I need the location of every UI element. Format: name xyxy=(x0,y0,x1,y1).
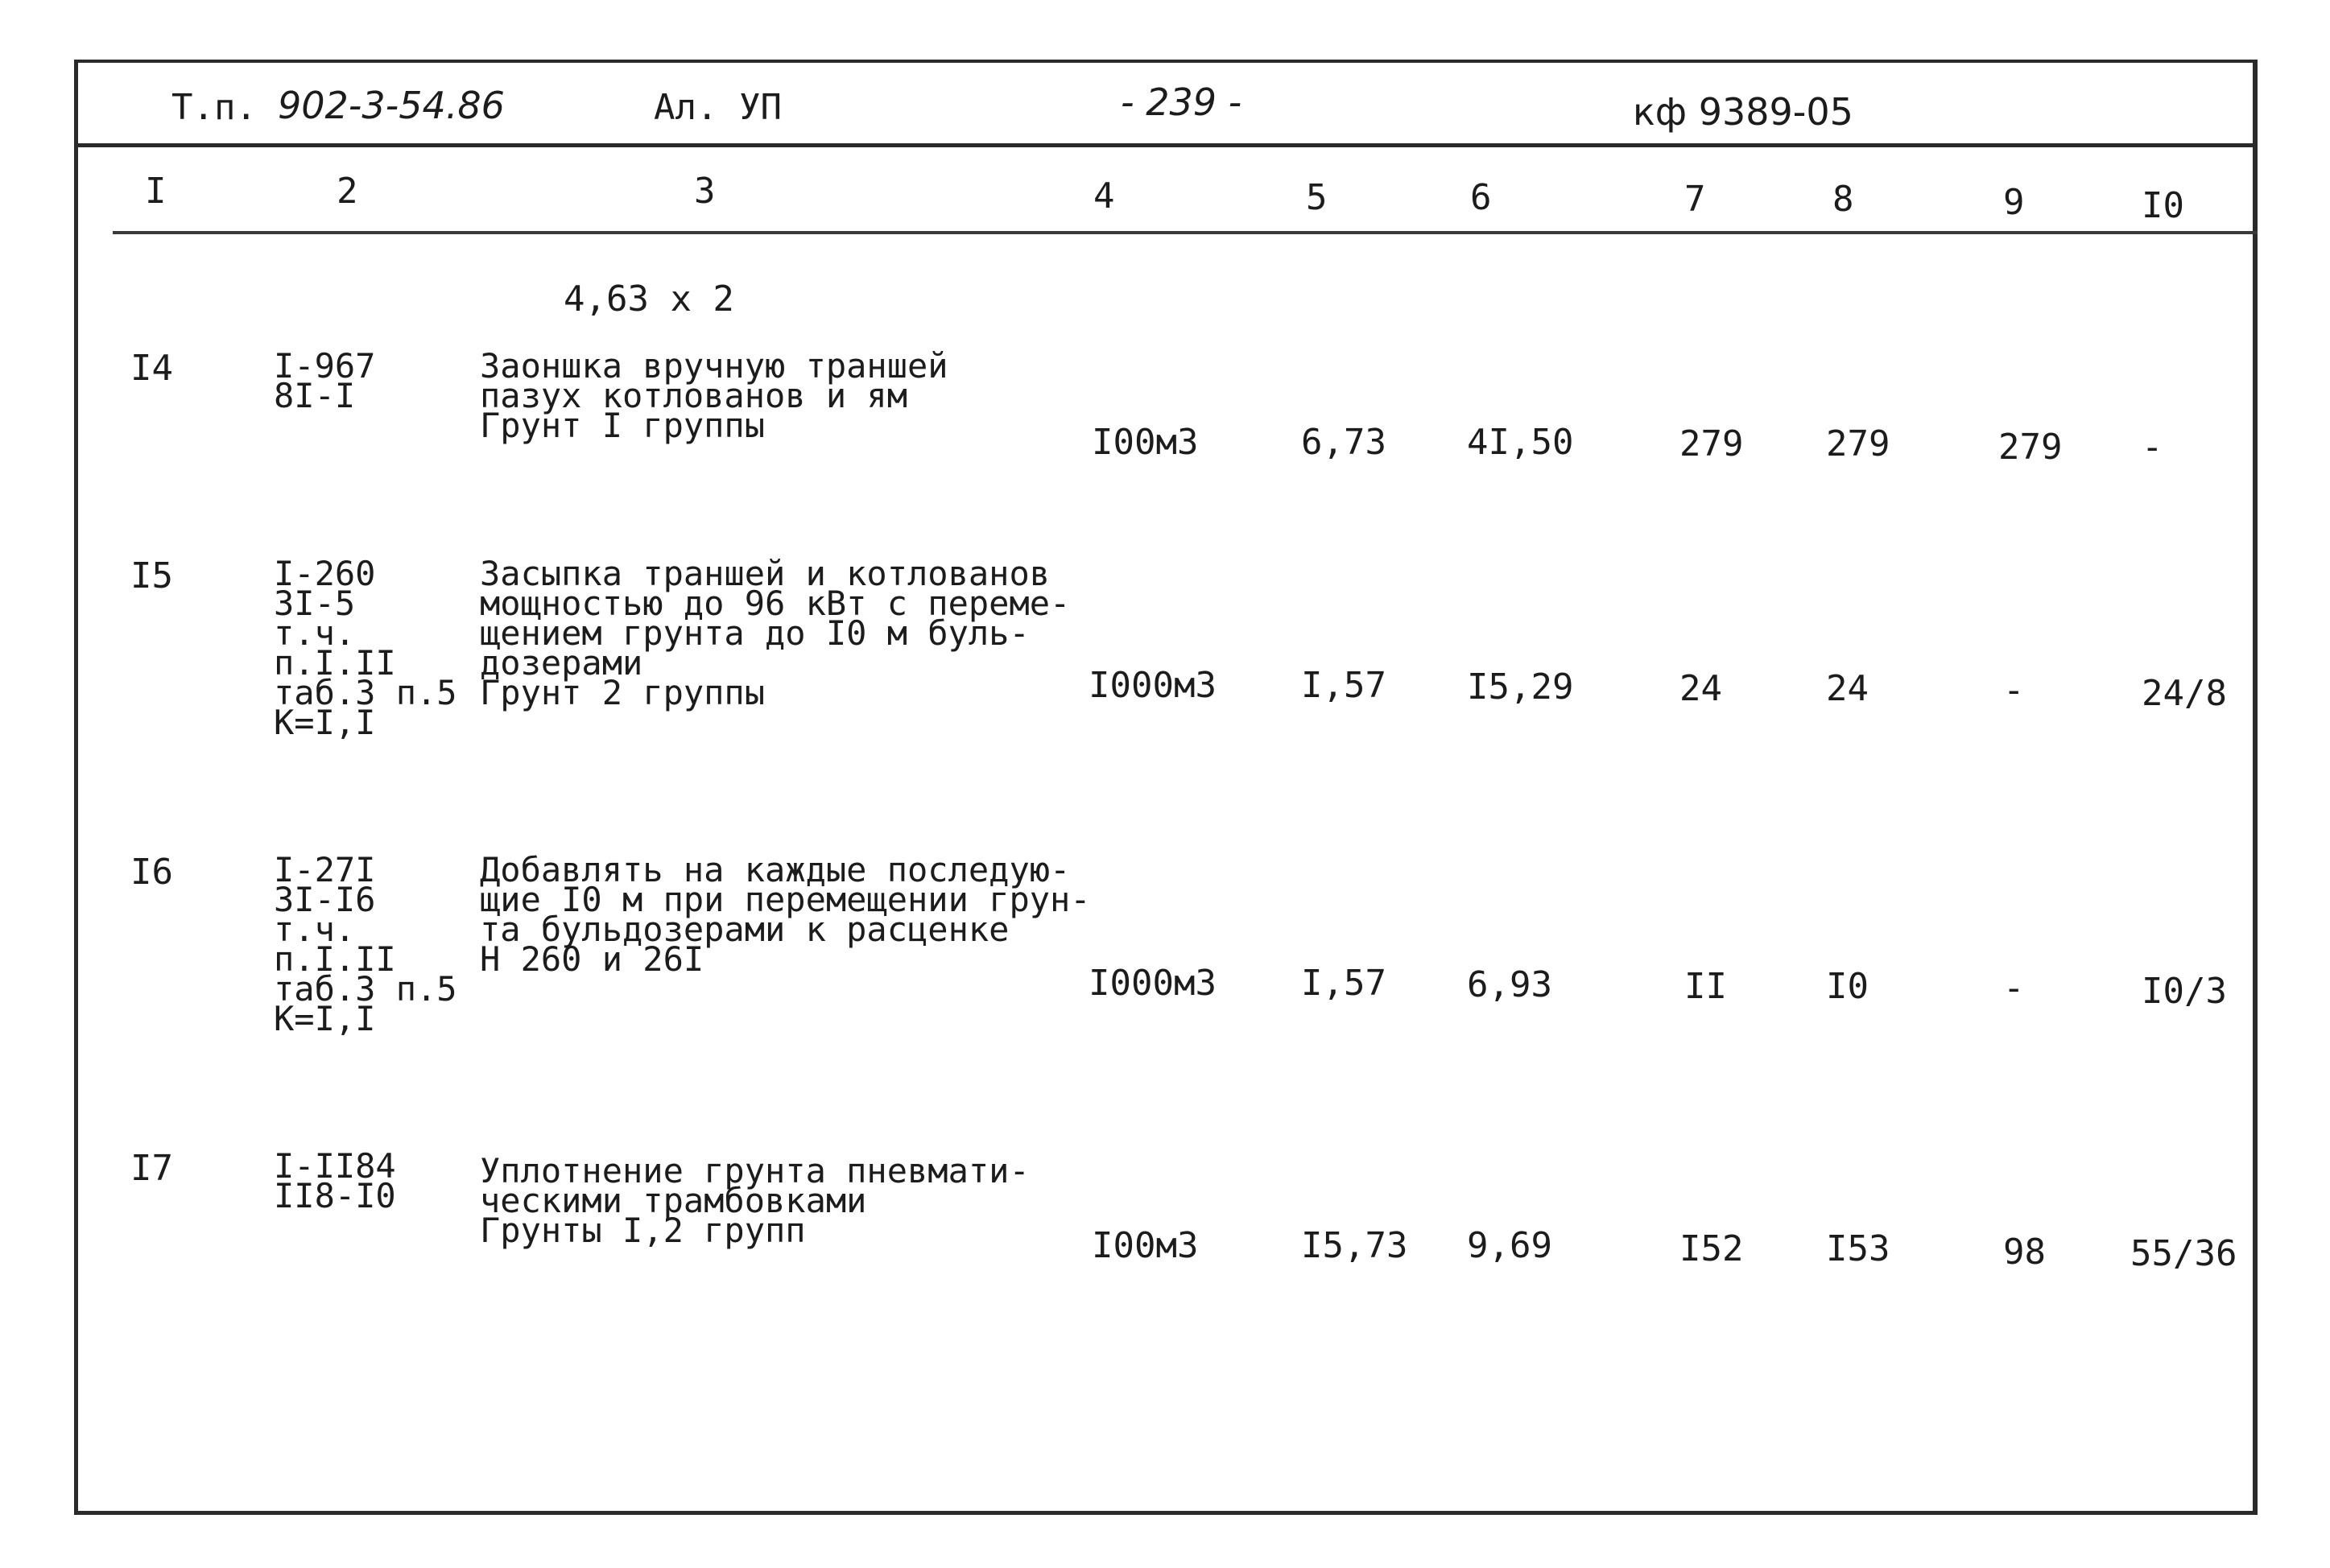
formula-line: 4,63 х 2 xyxy=(564,279,734,320)
row-description: Заоншка вручную траншей пазух котлованов и ям Грунт I группы xyxy=(480,346,948,445)
row-unit: I00м3 xyxy=(1092,422,1199,463)
row-machinist-wage: I0/3 xyxy=(2142,971,2227,1012)
row-total: 279 xyxy=(1679,423,1744,464)
column-header-10: I0 xyxy=(2142,185,2184,226)
column-header-2: 2 xyxy=(337,171,358,212)
column-header-6: 6 xyxy=(1470,177,1492,218)
row-total: 24 xyxy=(1679,668,1722,709)
row-unit-price: 9,69 xyxy=(1467,1225,1552,1266)
row-wage: 279 xyxy=(1826,423,1890,464)
row-unit-price: I5,29 xyxy=(1467,666,1574,708)
stamp-number: кф 9389-05 xyxy=(1633,90,1853,134)
row-number: I7 xyxy=(130,1148,173,1189)
row-code: I-967 8I-I xyxy=(274,346,376,415)
row-machines: 279 xyxy=(1998,427,2063,468)
column-header-5: 5 xyxy=(1306,177,1328,218)
row-description: Добавлять на каждые последую- щие I0 м при перемещении грун- та бульдозерами к расценке Н 260 и 26I xyxy=(480,850,1091,979)
column-header-4: 4 xyxy=(1093,175,1115,217)
column-header-7: 7 xyxy=(1684,179,1706,220)
series-prefix: Т.п. xyxy=(171,87,257,128)
row-description: Уплотнение грунта пневмати- ческими трамбовками Грунты I,2 групп xyxy=(480,1151,1030,1250)
row-machinist-wage: 55/36 xyxy=(2130,1233,2237,1274)
row-unit: I000м3 xyxy=(1089,963,1217,1004)
row-total: II xyxy=(1684,966,1727,1007)
row-quantity: I,57 xyxy=(1301,963,1386,1004)
row-machines: - xyxy=(2003,670,2025,711)
row-machines: 98 xyxy=(2003,1232,2046,1273)
column-header-3: 3 xyxy=(694,171,716,212)
page-frame xyxy=(74,60,2258,1515)
row-number: I5 xyxy=(130,555,173,596)
row-number: I4 xyxy=(130,348,173,389)
row-description: Засыпка траншей и котлованов мощностью до 96 кВт с переме- щением грунта до I0 м буль- дозерами Грунт 2 группы xyxy=(480,554,1071,712)
row-machinist-wage: 24/8 xyxy=(2142,673,2227,714)
row-machines: - xyxy=(2003,968,2025,1009)
row-code: I-260 3I-5 т.ч. п.I.II таб.3 п.5 К=I,I xyxy=(274,554,457,742)
row-code: I-27I 3I-I6 т.ч. п.I.II таб.3 п.5 К=I,I xyxy=(274,850,457,1038)
column-header-divider xyxy=(113,231,2258,234)
row-wage: 24 xyxy=(1826,668,1869,709)
row-number: I6 xyxy=(130,852,173,893)
row-unit: I00м3 xyxy=(1092,1225,1199,1266)
column-header-8: 8 xyxy=(1832,179,1854,220)
header-divider xyxy=(74,143,2258,147)
row-total: I52 xyxy=(1679,1228,1744,1269)
row-quantity: I5,73 xyxy=(1301,1225,1408,1266)
row-code: I-II84 II8-I0 xyxy=(274,1146,396,1215)
row-wage: I53 xyxy=(1826,1228,1890,1269)
row-unit-price: 6,93 xyxy=(1467,964,1552,1005)
row-wage: I0 xyxy=(1826,966,1869,1007)
row-machinist-wage: - xyxy=(2142,427,2163,468)
row-quantity: 6,73 xyxy=(1301,422,1386,463)
album-label: Ал. УП xyxy=(654,87,782,128)
column-header-9: 9 xyxy=(2003,182,2025,223)
row-unit: I000м3 xyxy=(1089,665,1217,706)
column-header-1: I xyxy=(145,171,167,212)
row-unit-price: 4I,50 xyxy=(1467,422,1574,463)
series-number: 902-3-54.86 xyxy=(278,84,505,127)
row-quantity: I,57 xyxy=(1301,665,1386,706)
page-number: - 239 - xyxy=(1121,80,1242,124)
